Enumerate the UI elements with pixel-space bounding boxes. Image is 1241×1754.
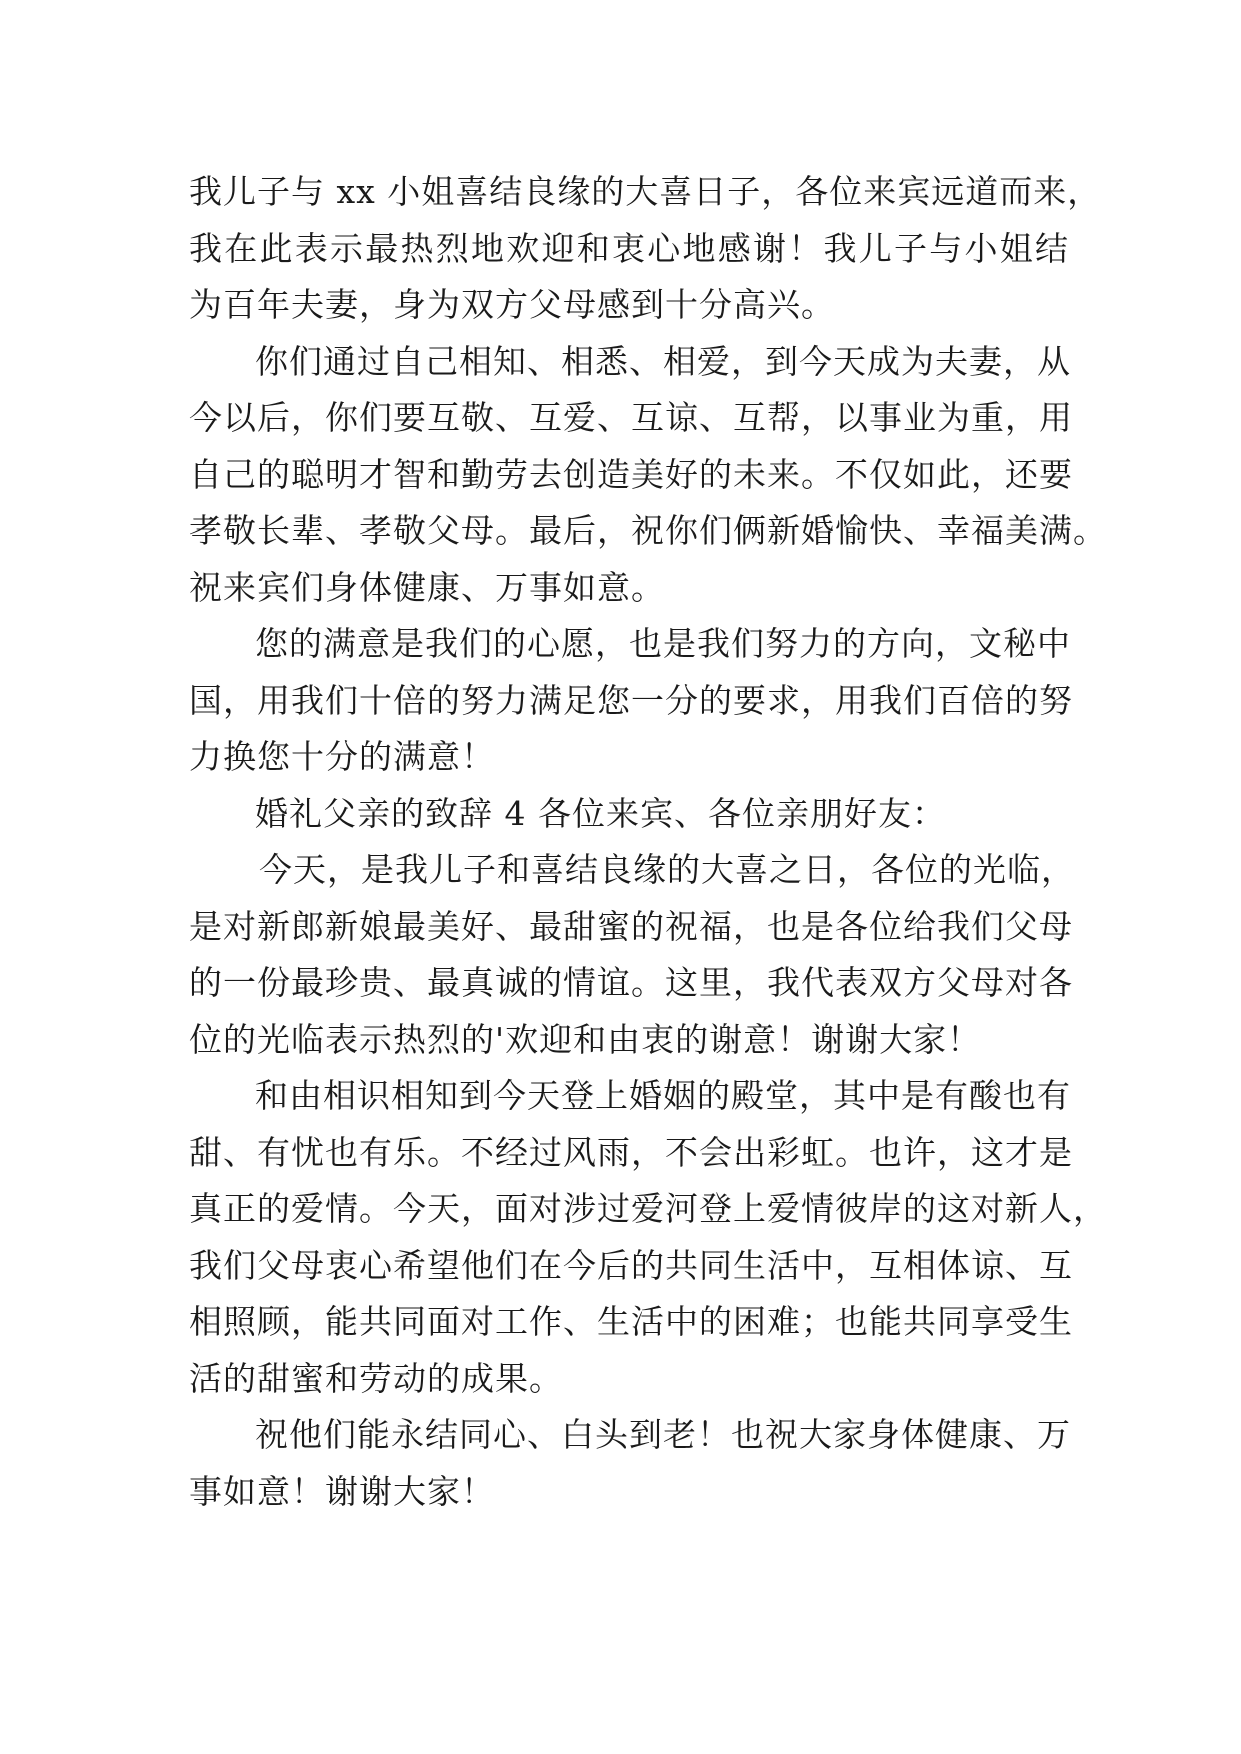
- text-line: 甜、有忧也有乐。不经过风雨，不会出彩虹。也许，这才是: [189, 1132, 1073, 1172]
- text-line: 我儿子与 xx 小姐喜结良缘的大喜日子，各位来宾远道而来，: [189, 172, 1102, 211]
- text-line: 的一份最珍贵、最真诚的情谊。这里，我代表双方父母对各: [189, 963, 1073, 1002]
- text-line: 相照顾，能共同面对工作、生活中的困难；也能共同享受生: [189, 1302, 1073, 1341]
- text-line: 您的满意是我们的心愿，也是我们努力的方向，文秘中: [255, 624, 1071, 663]
- text-line: 活的甜蜜和劳动的成果。: [189, 1358, 563, 1398]
- text-line: 力换您十分的满意！: [189, 737, 495, 776]
- text-line: 真正的爱情。今天，面对涉过爱河登上爱情彼岸的这对新人，: [189, 1189, 1107, 1228]
- text-line: 国，用我们十倍的努力满足您一分的要求，用我们百倍的努: [189, 680, 1073, 720]
- text-line: 事如意！谢谢大家！: [189, 1471, 495, 1511]
- text-line: 自己的聪明才智和勤劳去创造美好的未来。不仅如此，还要: [189, 454, 1073, 494]
- text-line: 位的光临表示热烈的'欢迎和由衷的谢意！谢谢大家！: [189, 1019, 982, 1059]
- text-line: 孝敬长辈、孝敬父母。最后，祝你们俩新婚愉快、幸福美满。: [189, 511, 1107, 550]
- text-line: 今以后，你们要互敬、互爱、互谅、互帮，以事业为重，用: [189, 398, 1073, 437]
- text-line: 今天，是我儿子和喜结良缘的大喜之日，各位的光临，: [259, 850, 1075, 889]
- document-body: [189, 164, 1107, 1520]
- text-line: 和由相识相知到今天登上婚姻的殿堂，其中是有酸也有: [255, 1076, 1071, 1115]
- text-line: 祝他们能永结同心、白头到老！也祝大家身体健康、万: [255, 1415, 1071, 1454]
- text-line: 我们父母衷心希望他们在今后的共同生活中，互相体谅、互: [189, 1245, 1073, 1285]
- text-line: 是对新郎新娘最美好、最甜蜜的祝福，也是各位给我们父母: [189, 906, 1073, 946]
- text-line: 你们通过自己相知、相悉、相爱，到今天成为夫妻，从: [255, 341, 1071, 381]
- text-line: 为百年夫妻，身为双方父母感到十分高兴。: [189, 285, 835, 324]
- text-line: 我在此表示最热烈地欢迎和衷心地感谢！我儿子与小姐结: [189, 228, 1069, 268]
- text-line: 婚礼父亲的致辞 4 各位来宾、各位亲朋好友：: [255, 793, 946, 833]
- text-line: 祝来宾们身体健康、万事如意。: [189, 567, 665, 607]
